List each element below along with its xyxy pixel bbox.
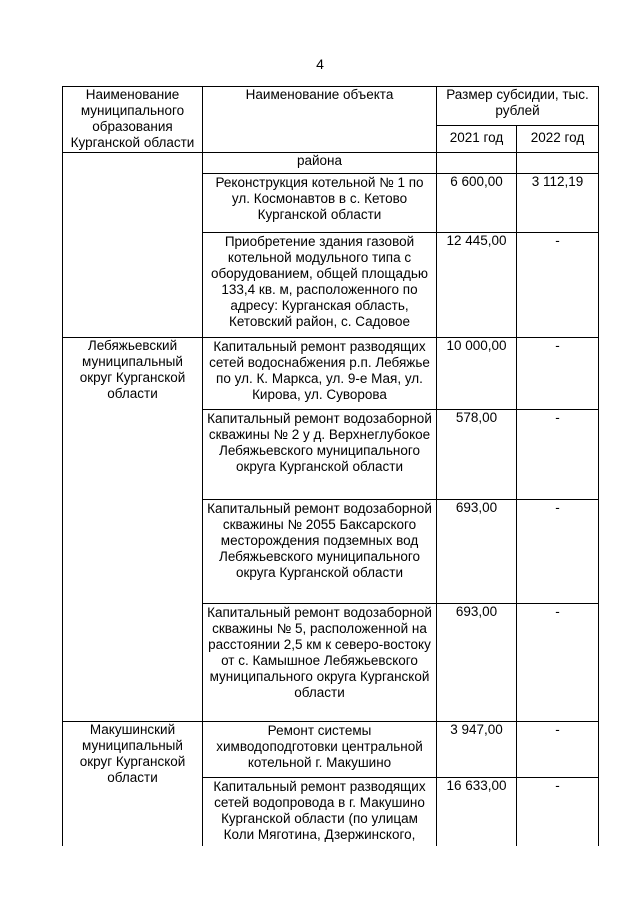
cell-object: Ремонт системы химводоподготовки центральной котельной г. Макушино [203, 722, 437, 778]
cell-2021: 16 633,00 [437, 778, 517, 847]
table-row [63, 722, 599, 778]
cell-2022: - [517, 722, 599, 778]
table-header-row [63, 87, 599, 126]
cell-2022: 3 112,19 [517, 174, 599, 233]
cell-object: Реконструкция котельной № 1 по ул. Космонавтов в с. Кетово Курганской области [203, 174, 437, 233]
cell-2021: 12 445,00 [437, 233, 517, 338]
cell-2022: - [517, 778, 599, 847]
header-municipality-text: Наименование муниципального образования Курганской области [70, 87, 195, 150]
cell-2022 [517, 153, 599, 174]
header-subsidy: Размер субсидии, тыс. рублей [437, 87, 599, 126]
cell-2021: 693,00 [437, 500, 517, 604]
cell-2022: - [517, 233, 599, 338]
cell-2021: 578,00 [437, 410, 517, 500]
subsidy-table [62, 86, 599, 846]
cell-2022: - [517, 410, 599, 500]
cell-2021 [437, 153, 517, 174]
cell-2021: 693,00 [437, 604, 517, 722]
subsidy-table-container [62, 86, 600, 846]
cell-2021: 3 947,00 [437, 722, 517, 778]
cell-municipality [63, 153, 203, 338]
header-year-2021: 2021 год [437, 126, 517, 153]
cell-object: района [203, 153, 437, 174]
header-municipality [63, 87, 203, 153]
header-object: Наименование объекта [203, 87, 437, 153]
cell-2022: - [517, 500, 599, 604]
cell-2021: 6 600,00 [437, 174, 517, 233]
cell-municipality: Лебяжьевский муниципальный округ Курганской области [63, 338, 203, 722]
cell-2021: 10 000,00 [437, 338, 517, 410]
header-year-2022: 2022 год [517, 126, 599, 153]
cell-object: Капитальный ремонт разводящих сетей водопровода в г. Макушино Курганской области (по улицам Коли Мяготина, Дзержинского, [203, 778, 437, 847]
cell-object: Капитальный ремонт водозаборной скважины № 5, расположенной на расстоянии 2,5 км к северо-востоку от с. Камышное Лебяжьевского муниципального округа Курганской области [203, 604, 437, 722]
table-row [63, 153, 599, 174]
page-number: 4 [316, 56, 324, 72]
cell-2022: - [517, 604, 599, 722]
cell-object: Капитальный ремонт водозаборной скважины № 2 у д. Верхнеглубокое Лебяжьевского муниципального округа Курганской области [203, 410, 437, 500]
cell-object: Приобретение здания газовой котельной модульного типа с оборудованием, общей площадью 133,4 кв. м, расположенного по адресу: Курганская область, Кетовский район, с. Садовое [203, 233, 437, 338]
table-row [63, 338, 599, 410]
cell-object: Капитальный ремонт разводящих сетей водоснабжения р.п. Лебяжье по ул. К. Маркса, ул. 9-е Мая, ул. Кирова, ул. Суворова [203, 338, 437, 410]
cell-2022: - [517, 338, 599, 410]
cell-object: Капитальный ремонт водозаборной скважины № 2055 Баксарского месторождения подземных вод Лебяжьевского муниципального округа Курганской области [203, 500, 437, 604]
cell-municipality: Макушинский муниципальный округ Курганской области [63, 722, 203, 847]
